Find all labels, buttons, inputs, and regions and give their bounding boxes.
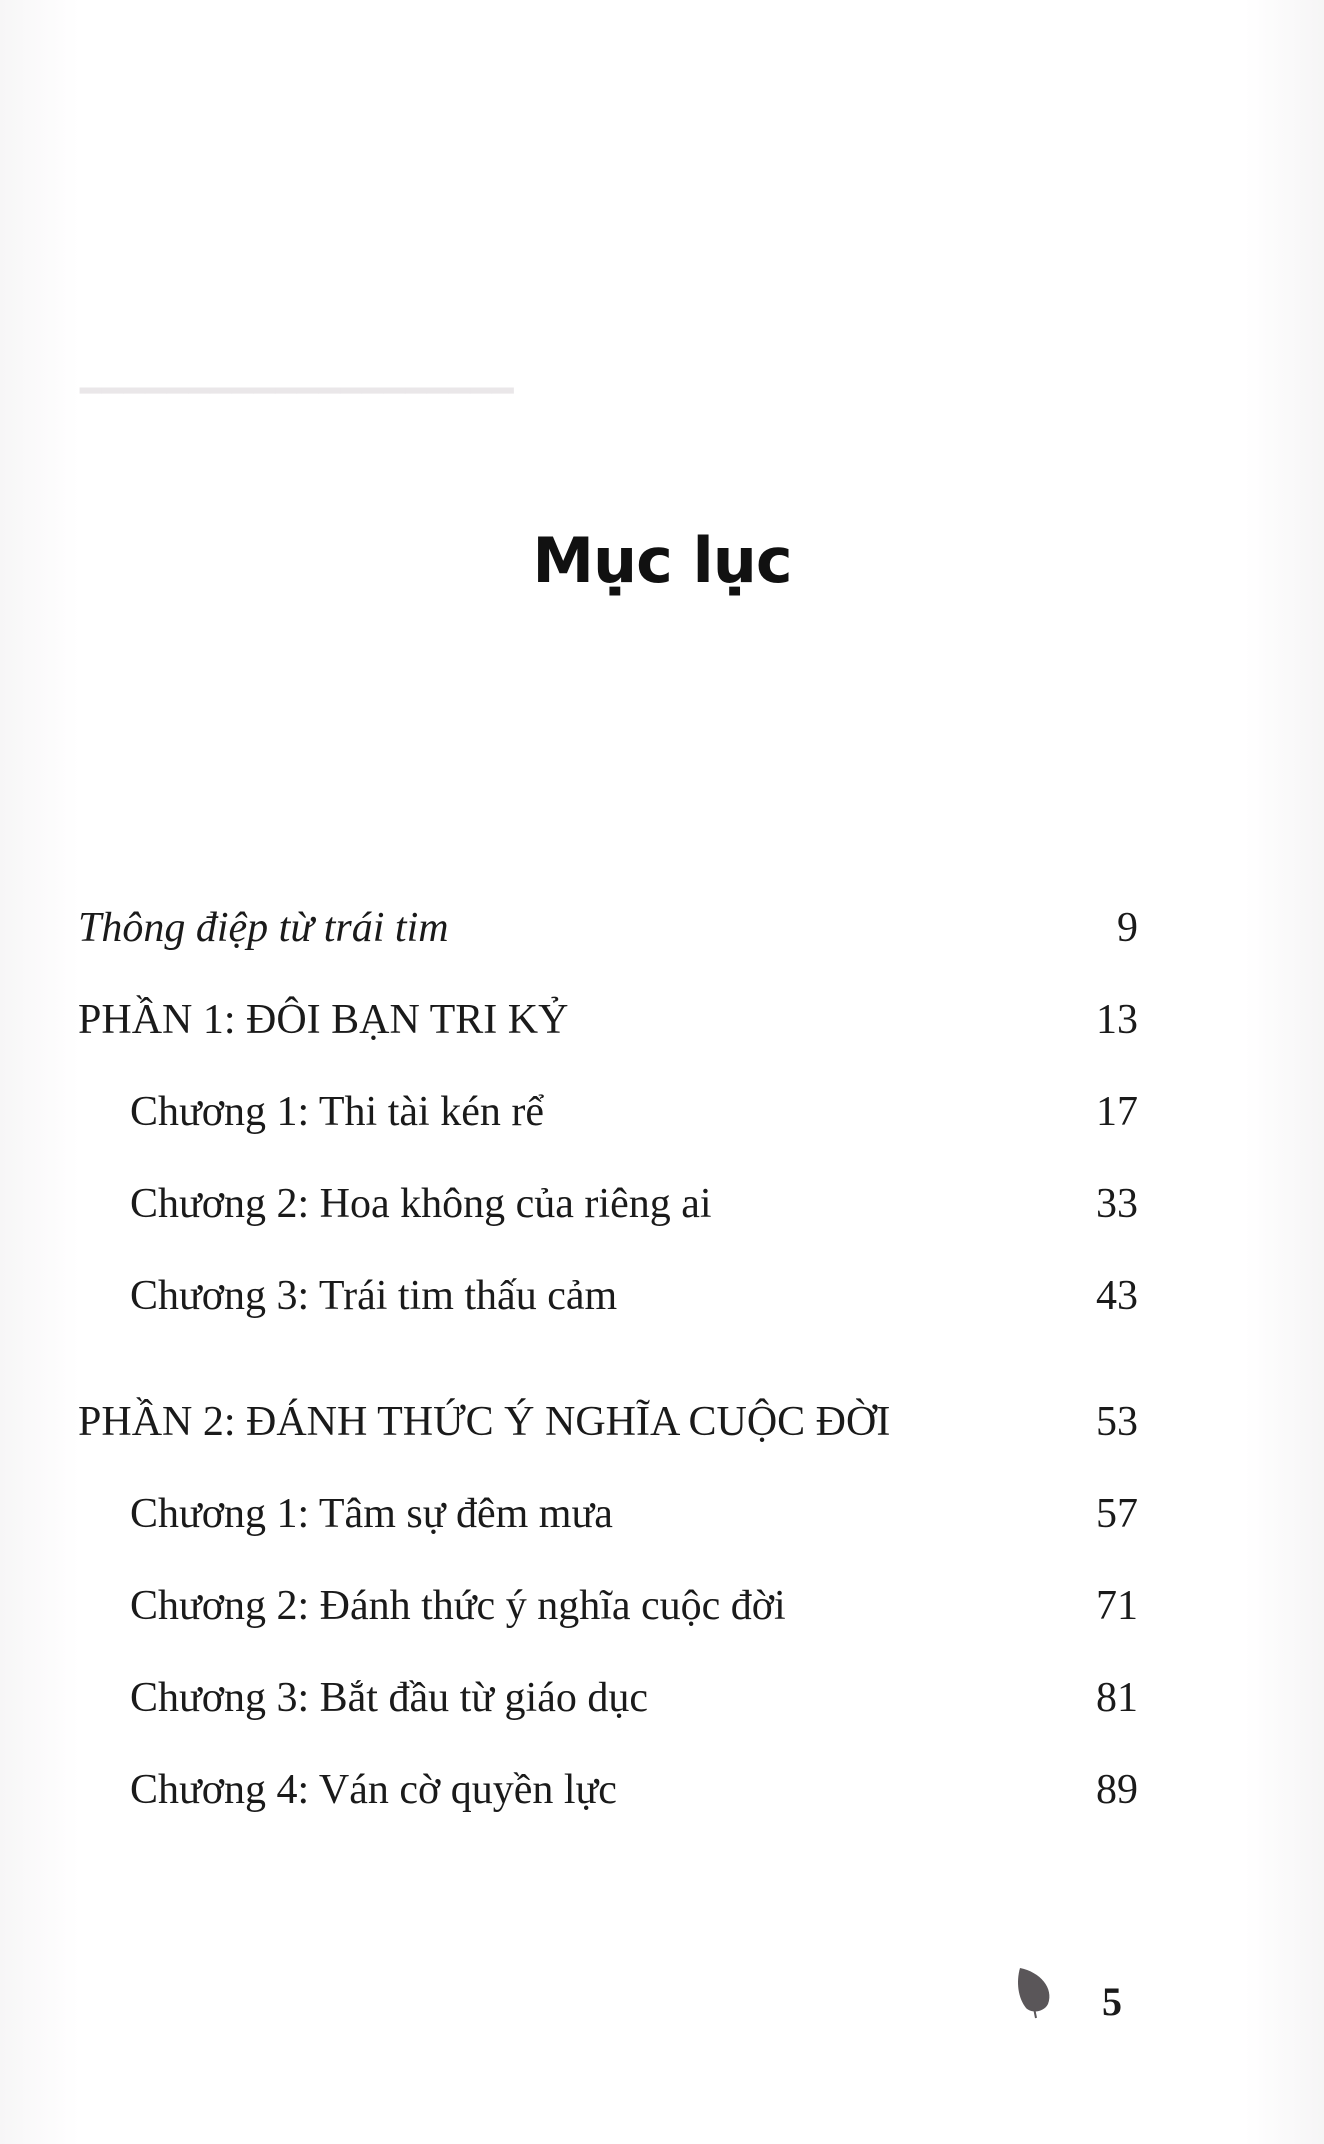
toc-entry-label: Chương 4: Ván cờ quyền lực [130,1767,617,1813]
leaf-icon [1014,1964,1056,2020]
page-title: Mục lục [532,523,792,597]
toc-entry-page: 81 [1096,1675,1138,1721]
toc-entry-page: 43 [1096,1273,1138,1319]
toc-entry-label: Chương 3: Trái tim thấu cảm [130,1273,618,1319]
toc-entry-label: Thông điệp từ trái tim [78,905,449,951]
toc-entry-page: 17 [1096,1089,1138,1135]
toc-entry-page: 89 [1096,1767,1138,1813]
toc-entry-chapter [78,1668,1138,1728]
toc-entry-chapter [78,1760,1138,1820]
toc-entry-label: Chương 1: Thi tài kén rể [130,1089,544,1135]
page-number: 5 [1102,1979,1122,2024]
toc-entry-label: PHẦN 1: ĐÔI BẠN TRI KỶ [78,997,569,1043]
toc-entry-page: 13 [1096,997,1138,1043]
toc-entry-chapter [78,1576,1138,1636]
toc-entry-part-2 [78,1392,1138,1452]
toc-entry-page: 71 [1096,1583,1138,1629]
toc-entry-part-1 [78,990,1138,1050]
toc-entry-chapter [78,1484,1138,1544]
toc-entry-label: Chương 2: Đánh thức ý nghĩa cuộc đời [130,1583,786,1629]
toc-entry-label: PHẦN 2: ĐÁNH THỨC Ý NGHĨA CUỘC ĐỜI [78,1399,891,1445]
toc-entry-label: Chương 1: Tâm sự đêm mưa [130,1491,613,1537]
toc-entry-page: 57 [1096,1491,1138,1537]
toc-entry-chapter [78,1082,1138,1142]
book-page: ━━━━━━━━━━━━━━━━━━━━ Mục lục Thông điệp từ trái tim 9 PHẦN 1: ĐÔI BẠN TRI KỶ 13 Chương 1: Thi tài kén rể 17 Chương 2: Hoa không của riêng ai 33 Chương 3: Trái tim thấu cảm 43 PHẦN 2: ĐÁNH THỨC Ý NGHĨA CUỘC ĐỜI 53 Chương 1: Tâm sự đêm mưa 57 Chương 2: Đánh thức ý nghĩa cuộc đời 71 Chương 3: Bắt đầu từ giáo dục 81 Chương 4: Ván cờ quyền lực 89 5 [0,0,1324,2144]
toc-entry-chapter [78,1174,1138,1234]
toc-entry-page: 33 [1096,1181,1138,1227]
toc-entry-page: 53 [1096,1399,1138,1445]
toc-entry-label: Chương 2: Hoa không của riêng ai [130,1181,712,1227]
toc-entry-intro [78,898,1138,958]
toc-entry-chapter [78,1266,1138,1326]
toc-entry-page: 9 [1117,905,1138,951]
toc-entry-label: Chương 3: Bắt đầu từ giáo dục [130,1675,649,1721]
